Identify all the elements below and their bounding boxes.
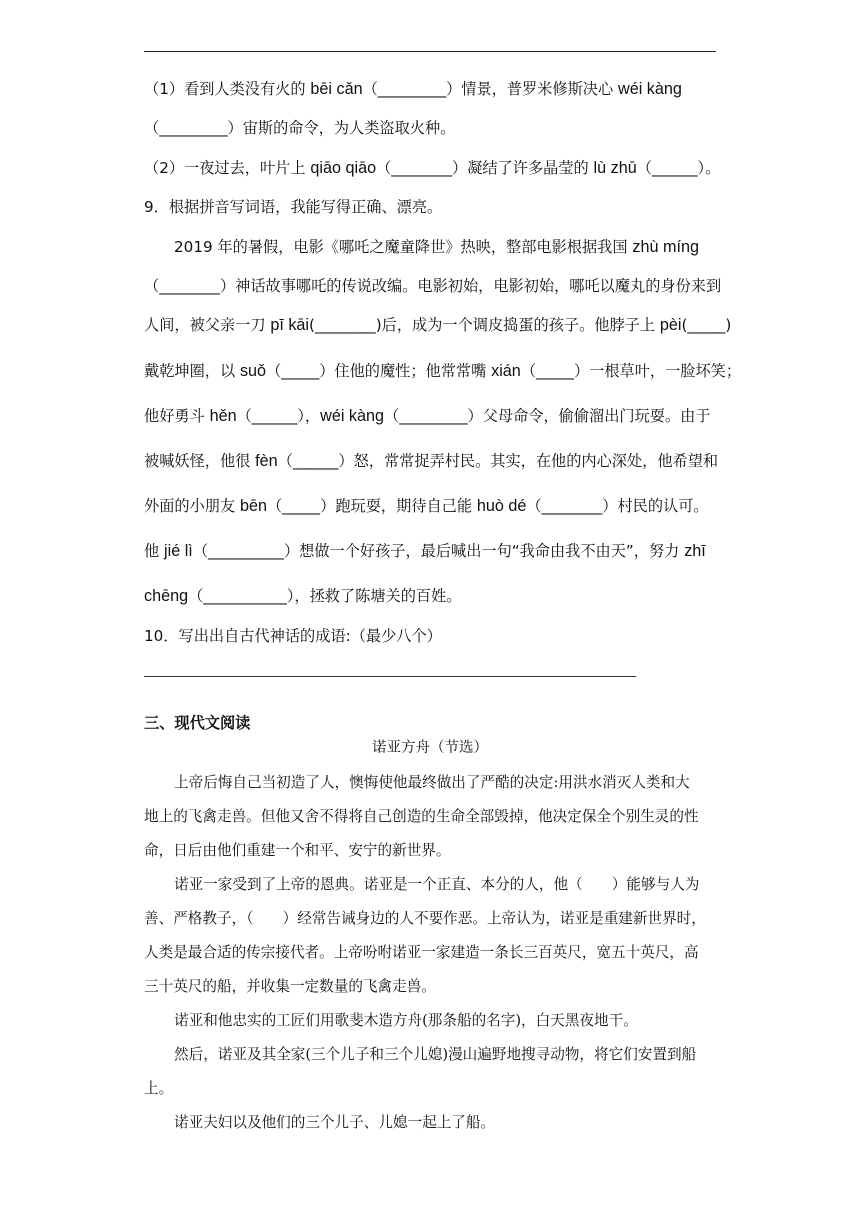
q9-row8 [144, 540, 706, 561]
passage-line: 命，日后由他们重建一个和平、安宁的新世界。 [144, 842, 451, 859]
text: （ [144, 119, 160, 137]
pinyin: jié lì [164, 542, 193, 560]
answer-blank[interactable]: ________ [159, 277, 220, 295]
q8-item2-line [144, 157, 720, 178]
text: 他好勇斗 [144, 407, 210, 425]
pinyin: zhù míng [632, 238, 699, 256]
answer-blank[interactable]: _________ [377, 80, 447, 98]
text: ）父母命令，偷偷溜出门玩耍。由于 [467, 407, 711, 425]
answer-blank[interactable]: _____ [282, 497, 321, 515]
text: ）住他的魔性；他常常嘴 [319, 362, 492, 380]
q8-item1-line2 [144, 117, 455, 138]
answer-blank[interactable]: _____ [687, 316, 726, 334]
pinyin: pī kāi [270, 316, 310, 334]
passage-line: 地上的飞禽走兽。但他又舍不得将自己创造的生命全部毁掉，他决定保全个别生灵的性 [144, 808, 699, 825]
pinyin: chēng [144, 587, 189, 605]
text: ），拯救了陈塘关的百姓。 [286, 587, 462, 605]
q9-title: 9．根据拼音写词语，我能写得正确、漂亮。 [144, 198, 443, 216]
text: ）凝结了许多晶莹的 [452, 159, 594, 177]
pinyin: bēi cǎn [310, 80, 363, 98]
answer-blank[interactable]: _____ [281, 362, 320, 380]
answer-blank[interactable]: ______ [251, 407, 298, 425]
text: （ [362, 80, 378, 98]
text: 戴乾坤圈，以 [144, 362, 240, 380]
pinyin: wéi kàng [320, 407, 385, 425]
text: 被喊妖怪，他很 [144, 452, 256, 470]
text: ）情景，普罗米修斯决心 [446, 80, 618, 98]
text: 他 [144, 542, 165, 560]
answer-blank[interactable]: _________ [399, 407, 468, 425]
text: （ [192, 542, 208, 560]
passage-title: 诺亚方舟（节选） [372, 740, 488, 756]
text: ) [725, 316, 732, 334]
text: （ [277, 452, 293, 470]
pinyin: zhī [684, 542, 706, 560]
text: （ [636, 159, 652, 177]
pinyin: wéi kàng [618, 80, 682, 98]
pinyin: lù zhū [593, 159, 637, 177]
text: ）跑玩耍，期待自己能 [320, 497, 477, 515]
q9-row9 [144, 585, 461, 606]
answer-blank[interactable]: ________ [541, 497, 603, 515]
text: （ [526, 497, 542, 515]
q9-row6 [144, 450, 718, 471]
text: ）想做一个好孩子，最后喊出一句“我命由我不由天”，努力 [283, 542, 685, 560]
pinyin: qiāo qiāo [310, 159, 377, 177]
text: ( [309, 316, 315, 334]
q9-row4 [144, 360, 741, 381]
pinyin: bēn [239, 497, 267, 515]
text: ）宙斯的命令，为人类盗取火种。 [227, 119, 456, 137]
q10-answer-line[interactable] [144, 676, 636, 677]
pinyin: huò dé [476, 497, 527, 515]
top-divider [144, 51, 716, 52]
text: ）， [297, 407, 321, 425]
text: （ [236, 407, 252, 425]
passage-line: 人类是最合适的传宗接代者。上帝吩咐诺亚一家建造一条长三百英尺，宽五十英尺，高 [144, 944, 699, 961]
answer-blank[interactable]: _____ [536, 362, 574, 380]
text: （ [384, 407, 400, 425]
text: 外面的小朋友 [144, 497, 240, 515]
text: ）怒，常常捉弄村民。其实，在他的内心深处，他希望和 [338, 452, 719, 470]
text: （ [520, 362, 536, 380]
q9-row3 [144, 314, 731, 335]
q9-row2 [144, 275, 721, 296]
q9-row5 [144, 405, 711, 426]
pinyin: fèn [255, 452, 278, 470]
text: （ [376, 159, 392, 177]
passage-line: 善、严格教子，（ ）经常告诫身边的人不要作恶。上帝认为，诺亚是重建新世界时， [144, 910, 706, 927]
text: ）。 [697, 159, 721, 177]
pinyin: pèi [659, 316, 682, 334]
passage-line: 诺亚夫妇以及他们的三个儿子、儿媳一起上了船。 [174, 1114, 496, 1131]
answer-blank[interactable]: ___________ [203, 587, 287, 605]
text: 2019 年的暑假，电影《哪吒之魔童降世》热映，整部电影根据我国 [174, 238, 633, 256]
text: ）一根草叶，一脸坏笑； [573, 362, 742, 380]
text: ）村民的认可。 [602, 497, 709, 515]
q10-title: 10．写出出自古代神话的成语:（最少八个） [144, 627, 442, 645]
pinyin: suǒ [239, 362, 267, 380]
passage-line: 上。 [144, 1080, 174, 1097]
text: 人间，被父亲一刀 [144, 316, 271, 334]
text: （ [144, 277, 160, 295]
passage-line: 然后，诺亚及其全家(三个儿子和三个儿媳)漫山遍野地搜寻动物，将它们安置到船 [174, 1046, 697, 1063]
answer-blank[interactable]: ________ [314, 316, 376, 334]
answer-blank[interactable]: __________ [208, 542, 284, 560]
q8-item1-line1 [144, 78, 682, 99]
passage-line: 诺亚和他忠实的工匠们用歌斐木造方舟(那条船的名字)，白天黑夜地干。 [174, 1012, 638, 1029]
answer-blank[interactable]: ______ [651, 159, 698, 177]
section-heading: 三、现代文阅读 [144, 714, 251, 732]
text: ）神话故事哪吒的传说改编。电影初始，电影初始，哪吒以魔丸的身份来到 [219, 277, 722, 295]
text: （1）看到人类没有火的 [144, 80, 311, 98]
answer-blank[interactable]: ________ [391, 159, 453, 177]
answer-blank[interactable]: ______ [292, 452, 339, 470]
passage-line: 上帝后悔自己当初造了人，懊悔使他最终做出了严酷的决定:用洪水消灭人类和大 [174, 774, 690, 791]
pinyin: hěn [209, 407, 237, 425]
text: （2）一夜过去，叶片上 [144, 159, 311, 177]
text: （ [188, 587, 204, 605]
text: ( [681, 316, 688, 334]
passage-line: 诺亚一家受到了上帝的恩典。诺亚是一个正直、本分的人，他（ ）能够与人为 [174, 876, 700, 893]
text: （ [266, 362, 282, 380]
pinyin: xián [491, 362, 521, 380]
passage-line: 三十英尺的船，并收集一定数量的飞禽走兽。 [144, 978, 436, 995]
answer-blank[interactable]: _________ [159, 119, 228, 137]
text: （ [266, 497, 283, 515]
q9-row7 [144, 495, 709, 516]
q9-row1 [174, 236, 699, 257]
text: )后，成为一个调皮捣蛋的孩子。他脖子上 [375, 316, 660, 334]
